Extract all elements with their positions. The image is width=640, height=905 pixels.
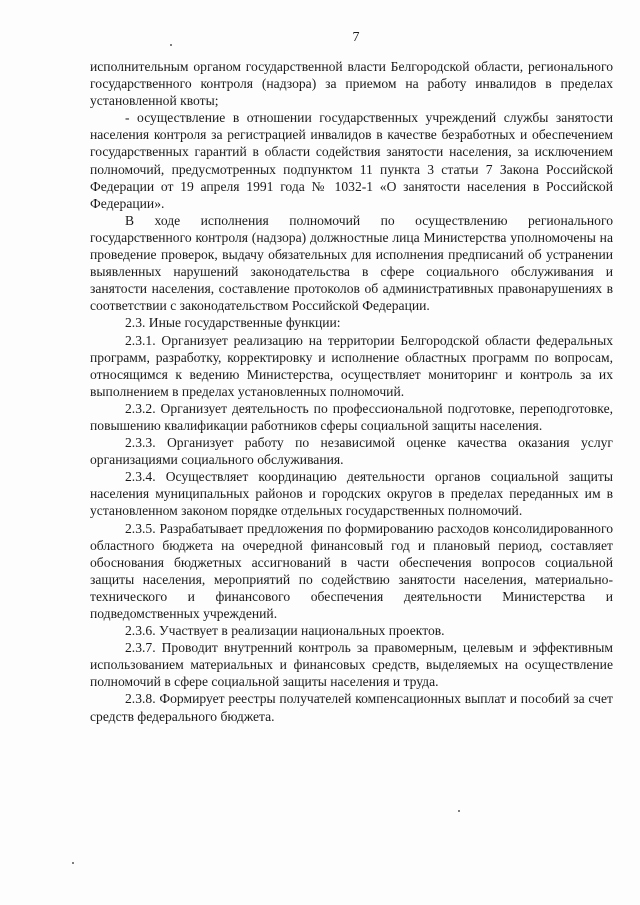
paragraph-inspection-powers: В ходе исполнения полномочий по осуществлению регионального государственного контроля (надзора) должностные лица Министерства уполномочены на проведение проверок, выдачу обязательных для исполнения предписаний об устранении выявленных нарушений законодательства в сфере социального обслуживания и занятости населения, составление протоколов об административных правонарушениях в соответствии с законодательством Российской Федерации. xyxy=(90,212,613,314)
paragraph-2-3-7: 2.3.7. Проводит внутренний контроль за правомерным, целевым и эффективным использованием материальных и финансовых средств, выделяемых на осуществление полномочий в сфере социальной защиты населения и труда. xyxy=(90,640,613,690)
paragraph-2-3-4: 2.3.4. Осуществляет координацию деятельности органов социальной защиты населения муниципальных районов и городских округов в пределах переданных им в установленном законом порядке отдельных государственных полномочий. xyxy=(90,469,613,519)
scan-speck xyxy=(170,44,172,46)
document-body xyxy=(90,58,613,725)
paragraph-quota-control: исполнительным органом государственной власти Белгородской области, регионального государственного контроля (надзора) за приемом на работу инвалидов в пределах установленной квоты; xyxy=(90,59,613,109)
paragraph-2-3-5: 2.3.5. Разрабатывает предложения по формированию расходов консолидированного областного бюджета на очередной финансовый год и плановый период, составляет обоснования бюджетных ассигнований в части обеспечения вопросов социальной защиты населения, мероприятий по содействию занятости населения, материально-технического и финансового обеспечения деятельности Министерства и подведомственных учреждений. xyxy=(90,520,613,621)
paragraph-2-3-1: 2.3.1. Организует реализацию на территории Белгородской области федеральных программ, разработку, корректировку и исполнение областных программ по вопросам, относящимся к ведению Министерства, осуществляет мониторинг и контроль за их выполнением в пределах установленных полномочий. xyxy=(90,332,613,399)
paragraph-2-3-2: 2.3.2. Организует деятельность по профессиональной подготовке, переподготовке, повышению квалификации работников сферы социальной защиты населения. xyxy=(90,400,613,433)
paragraph-2-3-6: 2.3.6. Участвует в реализации национальных проектов. xyxy=(125,623,445,639)
page-number: 7 xyxy=(352,30,360,45)
paragraph-2-3-8: 2.3.8. Формирует реестры получателей компенсационных выплат и пособий за счет средств федерального бюджета. xyxy=(90,691,613,724)
paragraph-employment-service-control: - осуществление в отношении государственных учреждений службы занятости населения контроля за регистрацией инвалидов в качестве безработных и обеспечением государственных гарантий в области содействия занятости населения, за исключением полномочий, предусмотренных подпунктом 11 пункта 3 статьи 7 Закона Российской Федерации от 19 апреля 1991 года № 1032-1 «О занятости населения в Российской Федерации». xyxy=(90,110,613,211)
section-heading-2-3: 2.3. Иные государственные функции: xyxy=(125,315,341,331)
scan-speck xyxy=(458,810,460,812)
paragraph-2-3-3: 2.3.3. Организует работу по независимой оценке качества оказания услуг организациями социального обслуживания. xyxy=(90,435,613,468)
scan-speck xyxy=(72,862,74,864)
